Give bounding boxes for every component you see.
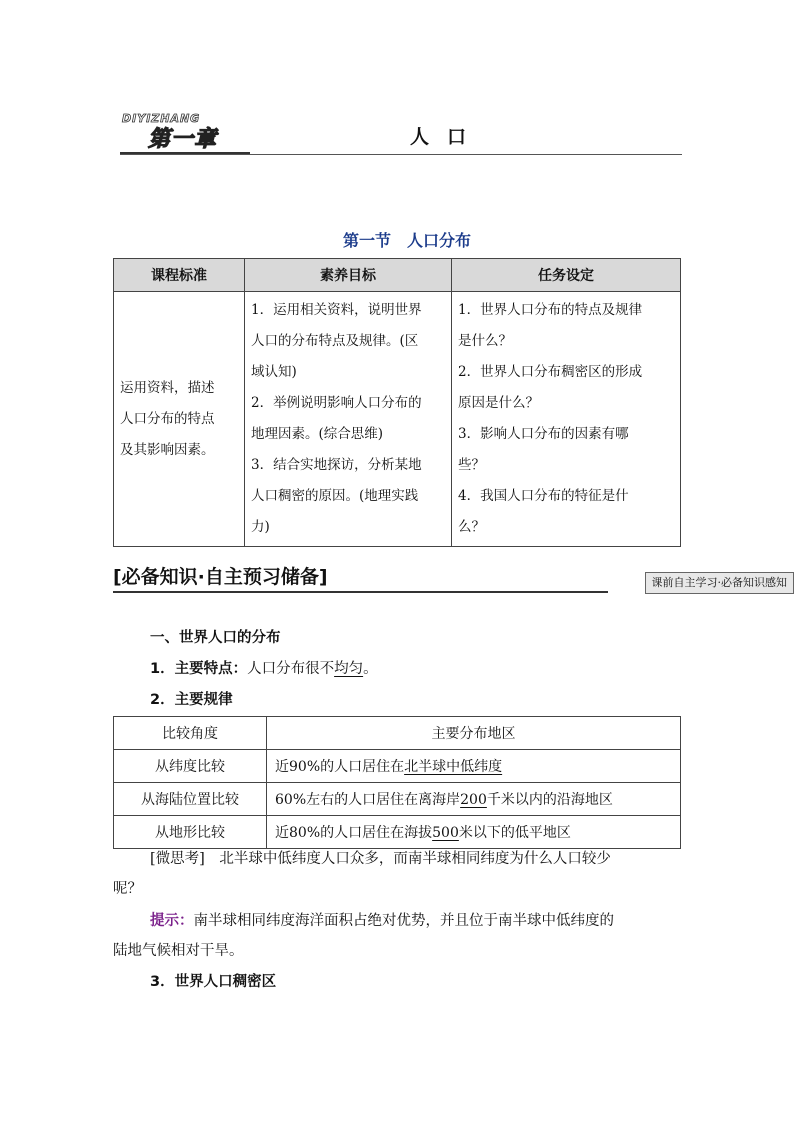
- header-region: 主要分布地区: [267, 717, 681, 750]
- banner-rule: [113, 591, 608, 593]
- task-line: 是什么？: [458, 333, 512, 349]
- region-cell: [267, 783, 681, 816]
- hint-line-2: 陆地气候相对干旱。: [113, 943, 244, 959]
- standards-body-row: [114, 292, 681, 547]
- angle-cell: 从纬度比较: [114, 750, 267, 783]
- literacy-goal-line: 1．运用相关资料，说明世界: [251, 302, 422, 318]
- task-line: 4．我国人口分布的特征是什: [458, 488, 629, 504]
- think-line-2: 呢？: [113, 881, 142, 897]
- banner-tag: 课前自主学习·必备知识感知: [645, 572, 794, 594]
- literacy-goal-line: 域认知): [251, 364, 297, 380]
- task-line: 3．影响人口分布的因素有哪: [458, 426, 629, 442]
- task-line: 么？: [458, 519, 485, 535]
- task-line: 2．世界人口分布稠密区的形成: [458, 364, 643, 380]
- distribution-header-row: [114, 717, 681, 750]
- think-text: 北半球中低纬度人口众多，而南半球相同纬度为什么人口较少: [219, 851, 611, 867]
- point1-text: 人口分布很不: [247, 661, 335, 677]
- task-line: 1．世界人口分布的特点及规律: [458, 302, 643, 318]
- think-line-1: [150, 847, 611, 868]
- table-row: [114, 750, 681, 783]
- section-title: 第一节 人口分布: [342, 231, 471, 250]
- banner-title: [必备知识·自主预习储备]: [113, 566, 328, 588]
- header-angle: 比较角度: [114, 717, 267, 750]
- hint-label: 提示：: [150, 913, 194, 929]
- course-standard-line: 运用资料，描述: [120, 379, 215, 396]
- literacy-goal-line: 地理因素。(综合思维): [251, 426, 384, 442]
- course-standard-line: 及其影响因素。: [120, 441, 215, 458]
- course-standard-cell: [114, 292, 245, 547]
- standards-header-row: [114, 259, 681, 292]
- chapter-pinyin: DIYIZHANG: [122, 112, 201, 125]
- region-cell: [267, 750, 681, 783]
- hint-line-1: [150, 909, 614, 930]
- point-dense-regions: 3．世界人口稠密区: [150, 974, 277, 990]
- tasks-cell: [452, 292, 681, 547]
- literacy-goal-line: 力): [251, 519, 270, 535]
- region-pre: 60%左右的人口居住在离海岸: [275, 792, 461, 808]
- table-row: [114, 816, 681, 849]
- task-line: 原因是什么？: [458, 395, 539, 411]
- hint-text: 南半球相同纬度海洋面积占绝对优势，并且位于南半球中低纬度的: [193, 913, 614, 929]
- literacy-goal-line: 人口稠密的原因。(地理实践: [251, 488, 419, 504]
- point-main-pattern: 2．主要规律: [150, 692, 233, 708]
- distribution-table: [113, 716, 681, 849]
- region-post: 千米以内的沿海地区: [486, 792, 613, 808]
- region-cell: [267, 816, 681, 849]
- region-pre: 近80%的人口居住在海拔: [275, 825, 433, 841]
- course-standard-line: 人口分布的特点: [120, 410, 215, 427]
- literacy-goals-cell: [245, 292, 452, 547]
- region-answer: 200: [460, 792, 487, 808]
- region-answer: 500: [432, 825, 459, 841]
- chapter-label: 第一章: [148, 127, 218, 152]
- header-course-standard: 课程标准: [114, 259, 245, 292]
- think-label: [微思考]: [150, 851, 205, 867]
- angle-cell: 从海陆位置比较: [114, 783, 267, 816]
- header-literacy-goals: 素养目标: [245, 259, 452, 292]
- header-tasks: 任务设定: [452, 259, 681, 292]
- literacy-goal-line: 2．举例说明影响人口分布的: [251, 395, 422, 411]
- standards-table: [113, 258, 681, 547]
- point1-answer: 均匀: [334, 661, 364, 677]
- chapter-rule: [120, 154, 682, 155]
- chapter-title: 人口: [410, 126, 485, 148]
- point1-label: 1．主要特点：: [150, 661, 248, 677]
- literacy-goal-line: 3．结合实地探访，分析某地: [251, 457, 422, 473]
- point-main-feature: [150, 657, 378, 678]
- region-answer: 北半球中低纬度: [404, 759, 503, 775]
- point1-end: 。: [363, 661, 378, 677]
- region-pre: 近90%的人口居住在: [275, 759, 405, 775]
- section-banner: [113, 562, 794, 594]
- heading-world-population: 一、世界人口的分布: [150, 630, 281, 646]
- angle-cell: 从地形比较: [114, 816, 267, 849]
- table-row: [114, 783, 681, 816]
- region-post: 米以下的低平地区: [458, 825, 571, 841]
- task-line: 些？: [458, 457, 485, 473]
- literacy-goal-line: 人口的分布特点及规律。(区: [251, 333, 419, 349]
- chapter-header: [120, 112, 682, 157]
